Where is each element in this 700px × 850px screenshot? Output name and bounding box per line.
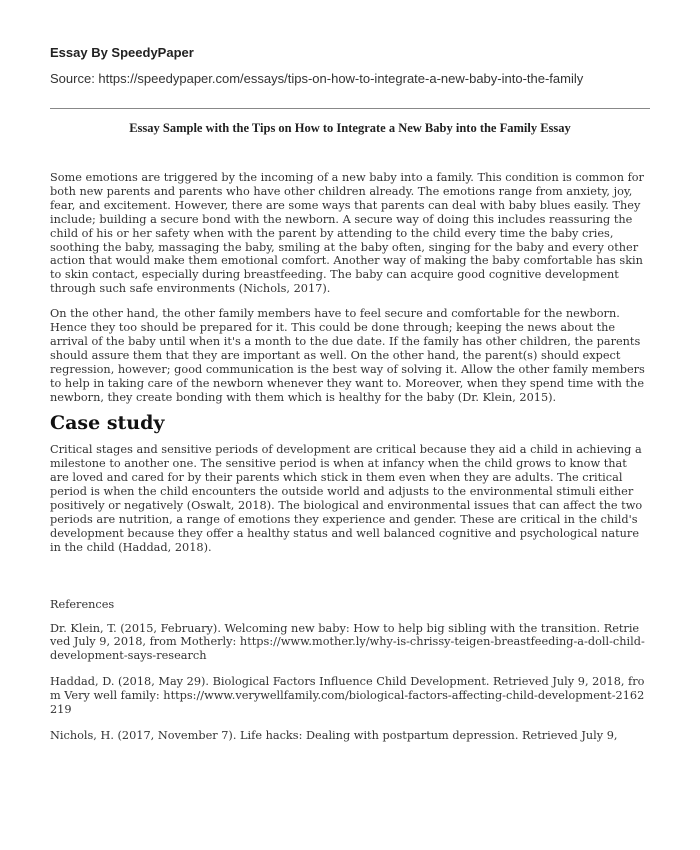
references-label: References xyxy=(50,597,115,611)
case-study-heading: Case study xyxy=(50,411,165,434)
brand-title: Essay By SpeedyPaper xyxy=(50,45,194,60)
paragraph: On the other hand, the other family members have to feel secure and comfortable for the newborn. Hence they too should be prepared for it. This could be done through; keeping the news about the arrival of the baby until when it's a month to the due date. If the family has other children, the parents should assure them that they are important as well. On the other hand, the parent(s) should expect regression, however; good communication is the best way of solving it. Allow the other family members to help in taking care of the newborn whenever they want to. Moreover, when they spend time with the newborn, they create bonding with them which is healthy for the baby (Dr. Klein, 2015). xyxy=(50,307,645,404)
essay-body xyxy=(50,171,645,755)
reference-item: Haddad, D. (2018, May 29). Biological Factors Influence Child Development. Retrieved July 9, 2018, from Very well family: https://www.verywellfamily.com/biological-factors-affecting-child-development-2162219 xyxy=(50,675,645,717)
essay-title: Essay Sample with the Tips on How to Integrate a New Baby into the Family Essay xyxy=(129,121,571,135)
paragraph: Critical stages and sensitive periods of development are critical because they aid a child in achieving a milestone to another one. The sensitive period is when at infancy when the child grows to know that are loved and cared for by their parents which stick in them even when they are adults. The critical period is when the child encounters the outside world and adjusts to the environmental stimuli either positively or negatively (Oswalt, 2018). The biological and environmental issues that can affect the two periods are nutrition, a range of emotions they experience and gender. These are critical in the child's development because they offer a healthy status and well balanced cognitive and psychological nature in the child (Haddad, 2018). xyxy=(50,443,643,554)
source-line: Source: https://speedypaper.com/essays/tips-on-how-to-integrate-a-new-baby-into-the-family xyxy=(50,71,584,86)
reference-item: Nichols, H. (2017, November 7). Life hacks: Dealing with postpartum depression. Retrieved July 9, xyxy=(50,729,618,742)
paragraph: Some emotions are triggered by the incoming of a new baby into a family. This condition is common for both new parents and parents who have other children already. The emotions range from anxiety, joy, fear, and excitement. However, there are some ways that parents can deal with baby blues easily. They include; building a secure bond with the newborn. A secure way of doing this includes reassuring the child of his or her safety when with the parent by attending to the child every time the baby cries, soothing the baby, massaging the baby, smiling at the baby often, singing for the baby and every other action that would make them emotional comfort. Another way of making the baby comfortable has skin to skin contact, especially during breastfeeding. The baby can acquire good cognitive development through such safe environments (Nichols, 2017). xyxy=(50,171,644,296)
reference-item: Dr. Klein, T. (2015, February). Welcoming new baby: How to help big sibling with the transition. Retrieved July 9, 2018, from Motherly: https://www.mother.ly/why-is-chrissy-teigen-breastfeeding-a-doll-child-development-says-research xyxy=(50,621,645,663)
header-divider xyxy=(50,108,650,109)
